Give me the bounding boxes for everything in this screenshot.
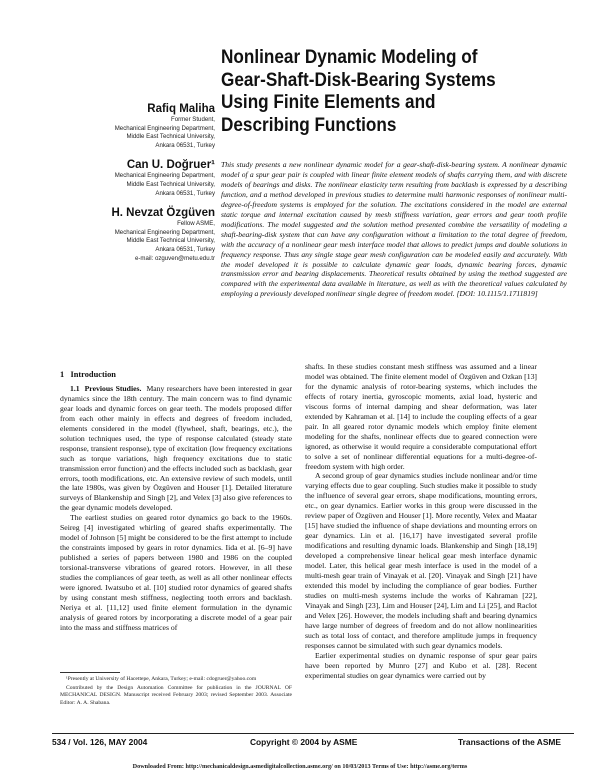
right-column xyxy=(305,362,537,681)
author-affiliation: Mechanical Engineering Department, xyxy=(114,172,215,180)
author-dogruer xyxy=(60,158,215,198)
download-notice: Downloaded From: http://mechanicaldesign.asmedigitalcollection.asme.org/ on 10/03/2013 Terms of Use: http://asme.org/terms xyxy=(132,763,468,770)
author-affiliation: Mechanical Engineering Department, xyxy=(114,228,215,236)
subsection-number: 1.1 xyxy=(70,383,80,393)
title-line: Using Finite Elements and xyxy=(221,91,436,113)
paragraph xyxy=(60,384,292,513)
author-ozguven xyxy=(60,206,215,263)
abstract: This study presents a new nonlinear dynamic model for a gear-shaft-disk-bearing system. A nonlinear dynamic model of a spur gear pair is coupled with linear finite element models of shafts carrying them, and with discrete models of bearings and disks. The nonlinear elasticity term resulting from backlash is expressed by a describing function, and a method developed in previous studies to determine multi harmonic responses of nonlinear multi-degree-of-freedom systems is employed for the solution. The excitations considered in the model are external static torque and internal excitation caused by mesh stiffness variation, gear errors and gear tooth profile modifications. The model suggested and the solution method presented combine the versatility of modeling a shaft-bearing-disk system that can have any configuration without a limitation to the total degree of freedom, with the accuracy of a nonlinear gear mesh interface model that allows to predict jumps and double solutions in frequency response. Thus any single stage gear mesh configuration can be modeled easily and accurately. With the model developed it is possible to calculate dynamic gear loads, dynamic bearing forces, dynamic transmission error and bearing displacements. Theoretical results obtained by using the method suggested are compared with the experimental data available in literature, as well as with the theoretical values calculated by employing a previously developed nonlinear single degree of freedom model. [DOI: 10.1115/1.1711819] xyxy=(221,160,567,299)
footnotes xyxy=(60,676,292,708)
paragraph-text: Many researchers have been interested in gear dynamics since the 18th century. The main concern was to find dynamic gear loads and dynamic forces on gear teeth. The models proposed differ from each other mainly in effects and degrees of freedom included, elements considered in the model (flywheel, shaft, bearings, etc.), the solution techniques used, the type of response calculated (steady state response, transient response), type of excitation (low frequency excitations such as torque variations, high frequency excitations due to static transmission error function) and the effects included such as backlash, gear errors, tooth modifications, etc. An extensive review of such models, until the late 1980s, was given by Özgüven and Houser [1]. Detailed literature surveys of Blankenship and Singh [2], and Velex [3] also give references to the gear dynamic models developed. xyxy=(60,383,293,513)
footnote: ¹Presently at University of Hacettepe, Ankara, Turkey; e-mail: cdogruer@yahoo.com xyxy=(66,676,257,682)
paragraph: shafts. In these studies constant mesh stiffness was assumed and a linear model was obtained. The finite element model of Özgüven and Ozkan [13] for the dynamic analysis of rotor-bearing systems, which includes the effects of rotary inertia, gyroscopic moments, axial load, hysteric and viscous forms of internal damping and shear deformation, was later extended by Kahraman et al. [14] to include the coupling effects of a gear pair. In all geared rotor dynamic models which employ finite element modeling for the shafts, nonlinear effects due to geared connection were ignored, as otherwise it would require a considerable computational effort to solve a set of nonlinear differential equations for a multi-degree-of-freedom system with high order. xyxy=(305,362,537,471)
author-affiliation: Former Student, xyxy=(170,116,215,123)
footer-copyright: Copyright © 2004 by ASME xyxy=(250,737,358,747)
author-maliha xyxy=(60,102,215,150)
paragraph: A second group of gear dynamics studies include nonlinear and/or time varying effects due to gear coupling. Such studies make it possible to study the influence of several gear errors, shape modifications, mounting errors, etc., on gear dynamics. Earlier works in this group were discussed in the review paper of Özgüven and Houser [1]. More recently, Velex and Maatar [15] have studied the influence of shape deviations and mounting errors on gear dynamics. Lin et al. [16,17] have investigated several profile modifications and resulting dynamic loads. Blankenship and Singh [18,19] developed a comprehensive linear helical gear mesh interface dynamic model. Later, this helical gear mesh interface is used in the model of a multi-mesh gear train of Vinayak et al. [20]. Vinayak and Singh [21] have extended this model by including the compliance of gear bodies. Further studies on multi-mesh systems include the works of Kahraman [22], Vinayak and Singh [23], Lim and Houser [24], Lim and Li [25], and Raclot and Velex [26]. However, the models including shaft and bearing dynamics have large number of degrees of freedom and do not allow nonlinearities such as total loss of contact, and therefore amplitude jumps in frequency responses cannot be simulated with such gear dynamics models. xyxy=(305,471,537,650)
paragraph: The earliest studies on geared rotor dynamics go back to the 1960s. Seireg [4] investigated whirling of geared shafts experimentally. The model of Johnson [5] might be considered to be the first attempt to include the constraints imposed by gears in rotor dynamics. Iida et al. [6–9] have published a series of papers between 1980 and 1986 on the coupled torsional-transverse vibrations of geared rotors. However, in all these studies the compliances of gear teeth, as well as all other nonlinear effects were ignored. Iwatsubo et al. [10] studied rotor dynamics of geared shafts by using constant mesh stiffness, neglecting tooth errors and backlash. Neriya et al. [11,12] used finite element formulation in the dynamic analysis of geared rotors by incorporating a discrete model of a gear pair into the mass and stiffness matrices of xyxy=(60,513,292,632)
author-block xyxy=(60,102,215,271)
section-number: 1 xyxy=(60,370,65,379)
author-affiliation: Middle East Technical University, xyxy=(126,133,215,141)
paper-title xyxy=(221,46,538,136)
subsection-title: Previous Studies. xyxy=(84,383,142,393)
section-title: Introduction xyxy=(70,370,116,379)
title-line: Nonlinear Dynamic Modeling of xyxy=(221,46,478,68)
footer-page-info: 534 / Vol. 126, MAY 2004 xyxy=(52,737,148,747)
author-affiliation: Ankara 06531, Turkey xyxy=(155,189,215,197)
author-affiliation: Middle East Technical University, xyxy=(126,180,215,188)
footer-journal: Transactions of the ASME xyxy=(458,737,561,747)
title-line: Gear-Shaft-Disk-Bearing Systems xyxy=(221,68,496,91)
section-heading xyxy=(60,370,292,380)
title-line: Describing Functions xyxy=(221,113,397,136)
author-affiliation: Middle East Technical University, xyxy=(126,237,215,245)
author-affiliation: Ankara 06531, Turkey xyxy=(155,245,215,253)
author-name: Can U. Doğruer¹ xyxy=(126,159,215,172)
paragraph: Earlier experimental studies on dynamic response of spur gear pairs have been reported by Munro [27] and Kubo et al. [28]. Recent experimental studies on gear dynamics were carried out by xyxy=(305,650,537,680)
author-affiliation: Mechanical Engineering Department, xyxy=(114,124,215,132)
author-affiliation: Fellow ASME, xyxy=(177,220,215,228)
author-name: Rafiq Maliha xyxy=(147,103,215,115)
footer-divider xyxy=(52,733,574,734)
author-affiliation: Ankara 06531, Turkey xyxy=(155,141,215,149)
footnote: Contributed by the Design Automation Committee for publication in the JOURNAL OF MECHANICAL DESIGN. Manuscript received February 2003; revised September 2003. Associate Editor: A. A. Shabana. xyxy=(60,684,292,706)
author-email[interactable]: e-mail: ozguven@metu.edu.tr xyxy=(134,254,215,262)
author-name: H. Nevzat Özgüven xyxy=(111,207,215,220)
left-column xyxy=(60,370,292,633)
footnote-divider xyxy=(60,672,120,673)
